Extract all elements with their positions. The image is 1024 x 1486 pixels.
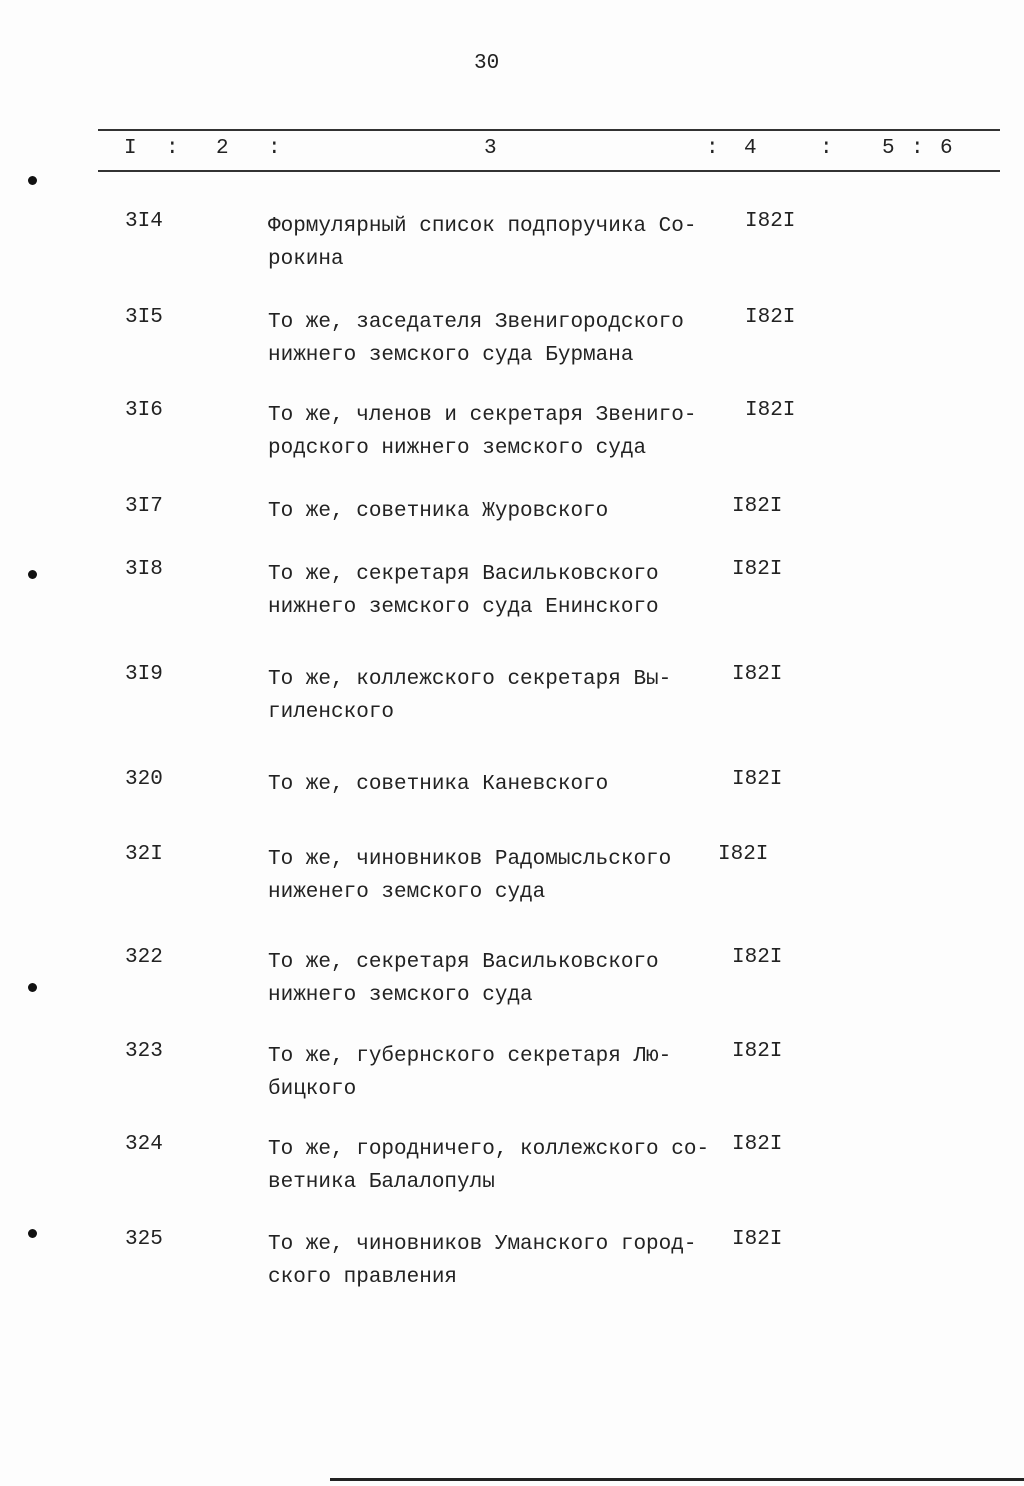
- entry-title-line: То же, секретаря Васильковского: [268, 951, 659, 974]
- entry-number: 320: [125, 768, 163, 791]
- entry-title-line: Формулярный список подпоручика Со-: [268, 215, 697, 238]
- entry-title-line: нижнего земского суда Бурмана: [268, 344, 634, 367]
- entry-title-line: гиленского: [268, 701, 395, 724]
- entry-title: [268, 1040, 671, 1106]
- col-header-1: I: [124, 137, 137, 160]
- entry-title: [268, 558, 659, 624]
- separator: :: [820, 137, 833, 160]
- entry-number: 322: [125, 946, 163, 969]
- entry-title: [268, 306, 684, 372]
- entry-title: [268, 1228, 696, 1294]
- entry-title: [268, 946, 659, 1012]
- entry-title-line: ниженего земского суда: [268, 881, 546, 904]
- entry-year: I82I: [732, 768, 783, 791]
- header-rule-bottom: [98, 170, 1000, 172]
- entry-year: I82I: [745, 210, 796, 233]
- entry-number: 32I: [125, 843, 163, 866]
- entry-title-line: нижнего земского суда Енинского: [268, 596, 659, 619]
- entry-title: [268, 1133, 709, 1199]
- entry-title-line: То же, коллежского секретаря Вы-: [268, 668, 672, 691]
- separator: :: [706, 137, 719, 160]
- entry-title-line: То же, чиновников Уманского город-: [268, 1233, 697, 1256]
- entry-number: 3I9: [125, 663, 163, 686]
- page-bottom-edge: [330, 1478, 1024, 1481]
- entry-title-line: То же, советника Каневского: [268, 773, 609, 796]
- binding-hole-mark: [28, 176, 37, 185]
- entry-number: 3I7: [125, 495, 163, 518]
- header-rule-top: [98, 129, 1000, 131]
- page-number: 30: [474, 52, 500, 75]
- col-header-4: 4: [744, 137, 757, 160]
- entry-year: I82I: [732, 663, 783, 686]
- entry-title: [268, 399, 696, 465]
- entry-year: I82I: [732, 495, 783, 518]
- entry-number: 323: [125, 1040, 163, 1063]
- entry-year: I82I: [745, 306, 796, 329]
- entry-title-line: То же, губернского секретаря Лю-: [268, 1045, 672, 1068]
- entry-year: I82I: [732, 1040, 783, 1063]
- entry-title-line: нижнего земского суда: [268, 984, 533, 1007]
- entry-number: 3I6: [125, 399, 163, 422]
- col-header-6: 6: [940, 137, 953, 160]
- entry-number: 3I4: [125, 210, 163, 233]
- entry-title-line: То же, чиновников Радомысльского: [268, 848, 672, 871]
- entry-title-line: То же, секретаря Васильковского: [268, 563, 659, 586]
- col-header-3: 3: [484, 137, 497, 160]
- entry-year: I82I: [732, 1133, 783, 1156]
- entry-title: [268, 768, 608, 801]
- entry-number: 325: [125, 1228, 163, 1251]
- entry-title: [268, 210, 696, 276]
- entry-number: 3I5: [125, 306, 163, 329]
- col-header-2: 2: [216, 137, 229, 160]
- entry-title-line: рокина: [268, 248, 344, 271]
- entry-year: I82I: [732, 946, 783, 969]
- entry-title-line: бицкого: [268, 1078, 357, 1101]
- entry-title: [268, 495, 608, 528]
- separator: :: [166, 137, 179, 160]
- entry-title-line: То же, городничего, коллежского со-: [268, 1138, 710, 1161]
- entry-title: [268, 663, 671, 729]
- col-header-5: 5: [882, 137, 895, 160]
- entry-title-line: ского правления: [268, 1266, 458, 1289]
- entry-title-line: То же, заседателя Звенигородского: [268, 311, 684, 334]
- entry-year: I82I: [745, 399, 796, 422]
- entry-year: I82I: [732, 1228, 783, 1251]
- entry-number: 324: [125, 1133, 163, 1156]
- binding-hole-mark: [28, 1229, 37, 1238]
- entry-title-line: То же, советника Журовского: [268, 500, 609, 523]
- entry-title-line: То же, членов и секретаря Звениго-: [268, 404, 697, 427]
- entry-title-line: родского нижнего земского суда: [268, 437, 647, 460]
- entry-number: 3I8: [125, 558, 163, 581]
- binding-hole-mark: [28, 570, 37, 579]
- entry-title: [268, 843, 671, 909]
- separator: :: [911, 137, 924, 160]
- separator: :: [268, 137, 281, 160]
- entry-year: I82I: [718, 843, 769, 866]
- entry-year: I82I: [732, 558, 783, 581]
- entry-title-line: ветника Балалопулы: [268, 1171, 495, 1194]
- binding-hole-mark: [28, 983, 37, 992]
